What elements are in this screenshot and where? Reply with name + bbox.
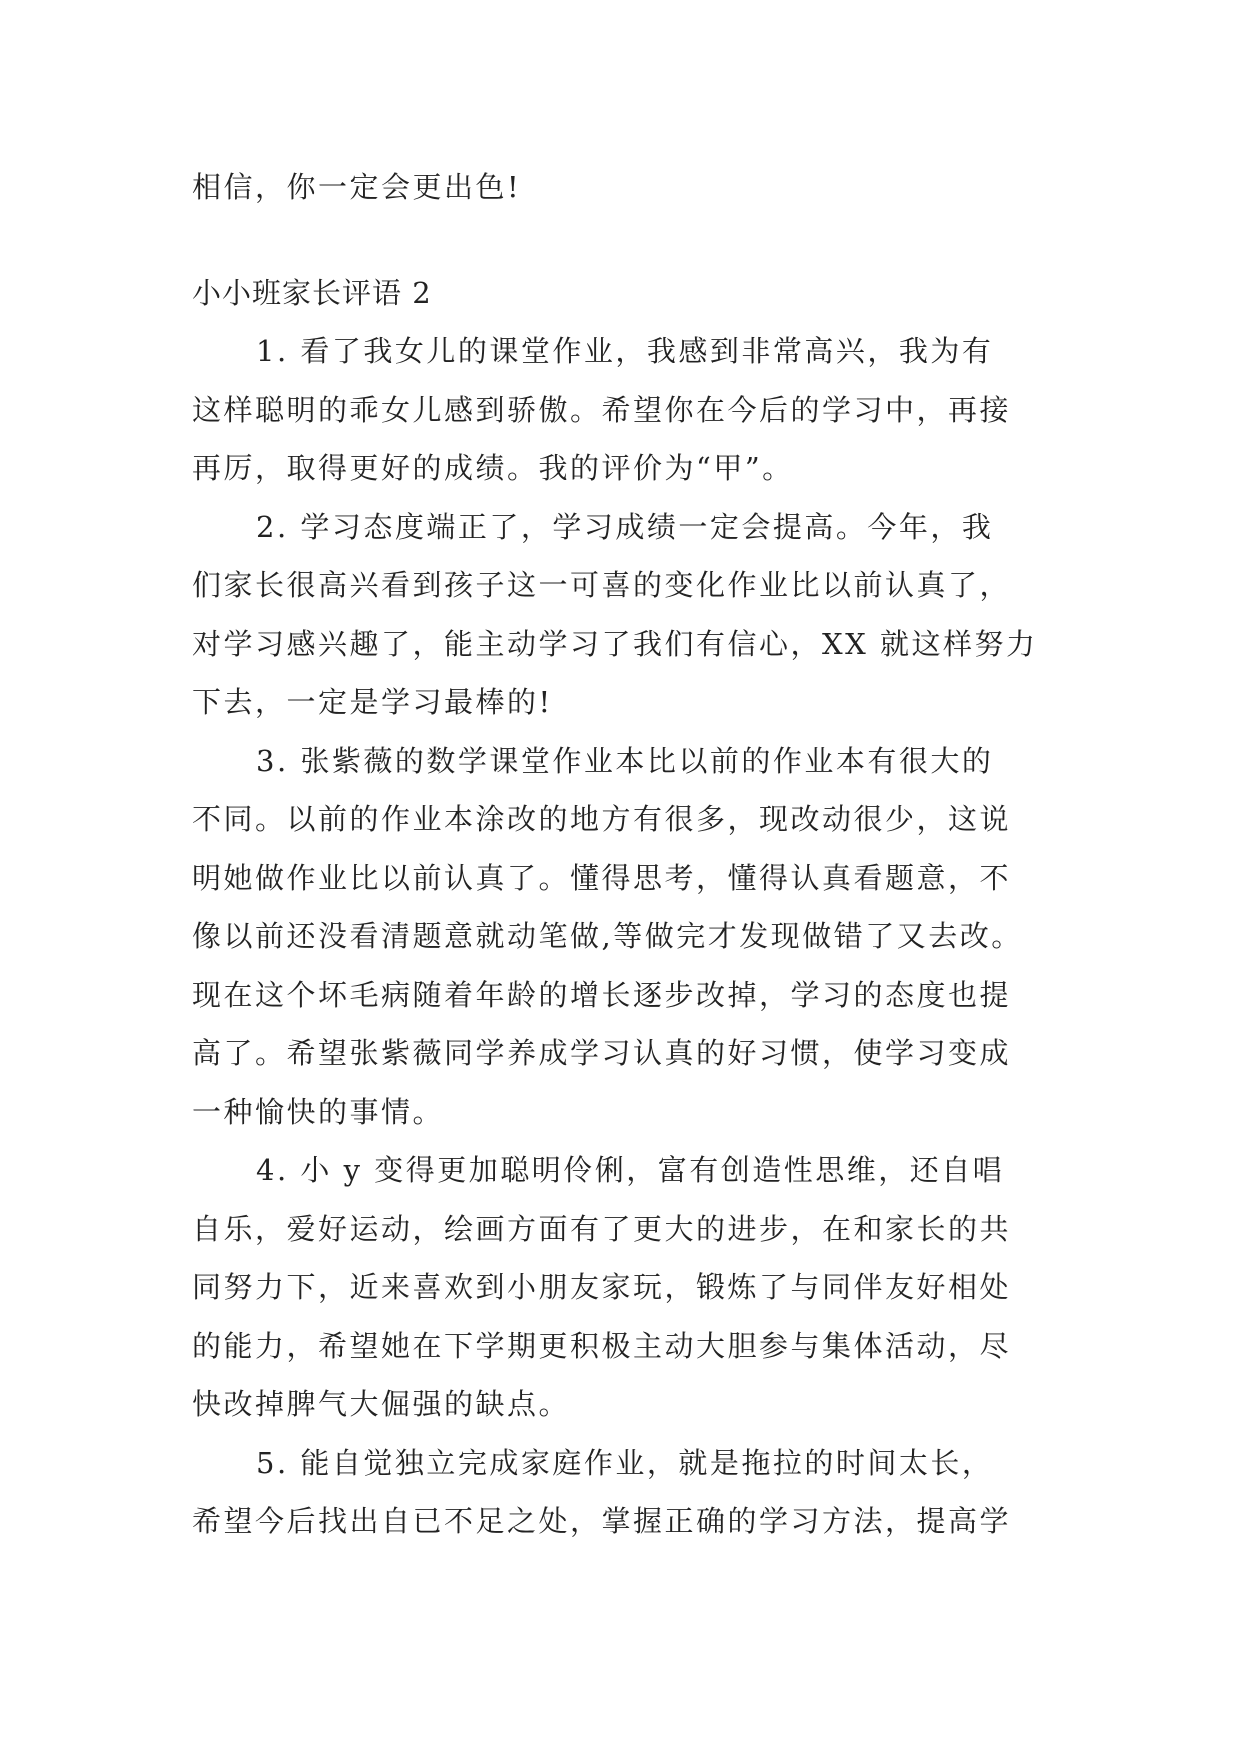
- paragraph-line: 们家长很高兴看到孩子这一可喜的变化作业比以前认真了，: [192, 568, 1012, 602]
- paragraph-line: 5. 能自觉独立完成家庭作业，就是拖拉的时间太长，: [256, 1445, 994, 1480]
- lead-text: 相信，你一定会更出色!: [192, 170, 522, 204]
- paragraph-line: 4. 小 y 变得更加聪明伶俐，富有创造性思维，还自唱: [256, 1153, 1005, 1187]
- paragraph-line: 再厉，取得更好的成绩。我的评价为“甲”。: [192, 451, 794, 485]
- paragraph-line: 明她做作业比以前认真了。懂得思考，懂得认真看题意，不: [192, 860, 1012, 895]
- paragraph-4: [192, 1141, 1052, 1434]
- paragraph-line: 像以前还没看清题意就动笔做,等做完才发现做错了又去改。: [192, 919, 1023, 953]
- paragraph-line: 不同。以前的作业本涂改的地方有很多，现改动很少，这说: [192, 802, 1012, 836]
- paragraph-line: 的能力，希望她在下学期更积极主动大胆参与集体活动，尽: [192, 1328, 1012, 1363]
- section-title: 小小班家长评语 2: [192, 275, 432, 310]
- paragraph-line: 1. 看了我女儿的课堂作业，我感到非常高兴，我为有: [256, 334, 994, 368]
- paragraph-line: 快改掉脾气大倔强的缺点。: [192, 1387, 571, 1421]
- paragraph-line: 高了。希望张紫薇同学养成学习认真的好习惯，使学习变成: [192, 1036, 1012, 1070]
- paragraph-2: [192, 498, 1052, 732]
- paragraph-line: 对学习感兴趣了，能主动学习了我们有信心，XX 就这样努力: [192, 626, 1038, 661]
- paragraph-line: 一种愉快的事情。: [192, 1094, 445, 1129]
- paragraph-line: 2. 学习态度端正了，学习成绩一定会提高。今年，我: [256, 509, 994, 544]
- paragraph-line: 希望今后找出自已不足之处，掌握正确的学习方法，提高学: [192, 1504, 1012, 1538]
- paragraph-line: 自乐，爱好运动，绘画方面有了更大的进步，在和家长的共: [192, 1211, 1012, 1246]
- paragraph-3: [192, 732, 1052, 1142]
- paragraph-line: 这样聪明的乖女儿感到骄傲。希望你在今后的学习中，再接: [192, 392, 1012, 427]
- paragraph-line: 下去，一定是学习最棒的!: [192, 685, 553, 719]
- paragraph-1: [192, 322, 1052, 498]
- paragraph-line: 3. 张紫薇的数学课堂作业本比以前的作业本有很大的: [256, 743, 994, 778]
- paragraph-5: [192, 1434, 1052, 1551]
- paragraph-line: 同努力下，近来喜欢到小朋友家玩，锻炼了与同伴友好相处: [192, 1270, 1012, 1304]
- document-body: [192, 158, 1052, 1551]
- paragraph-line: 现在这个坏毛病随着年龄的增长逐步改掉，学习的态度也提: [192, 977, 1012, 1012]
